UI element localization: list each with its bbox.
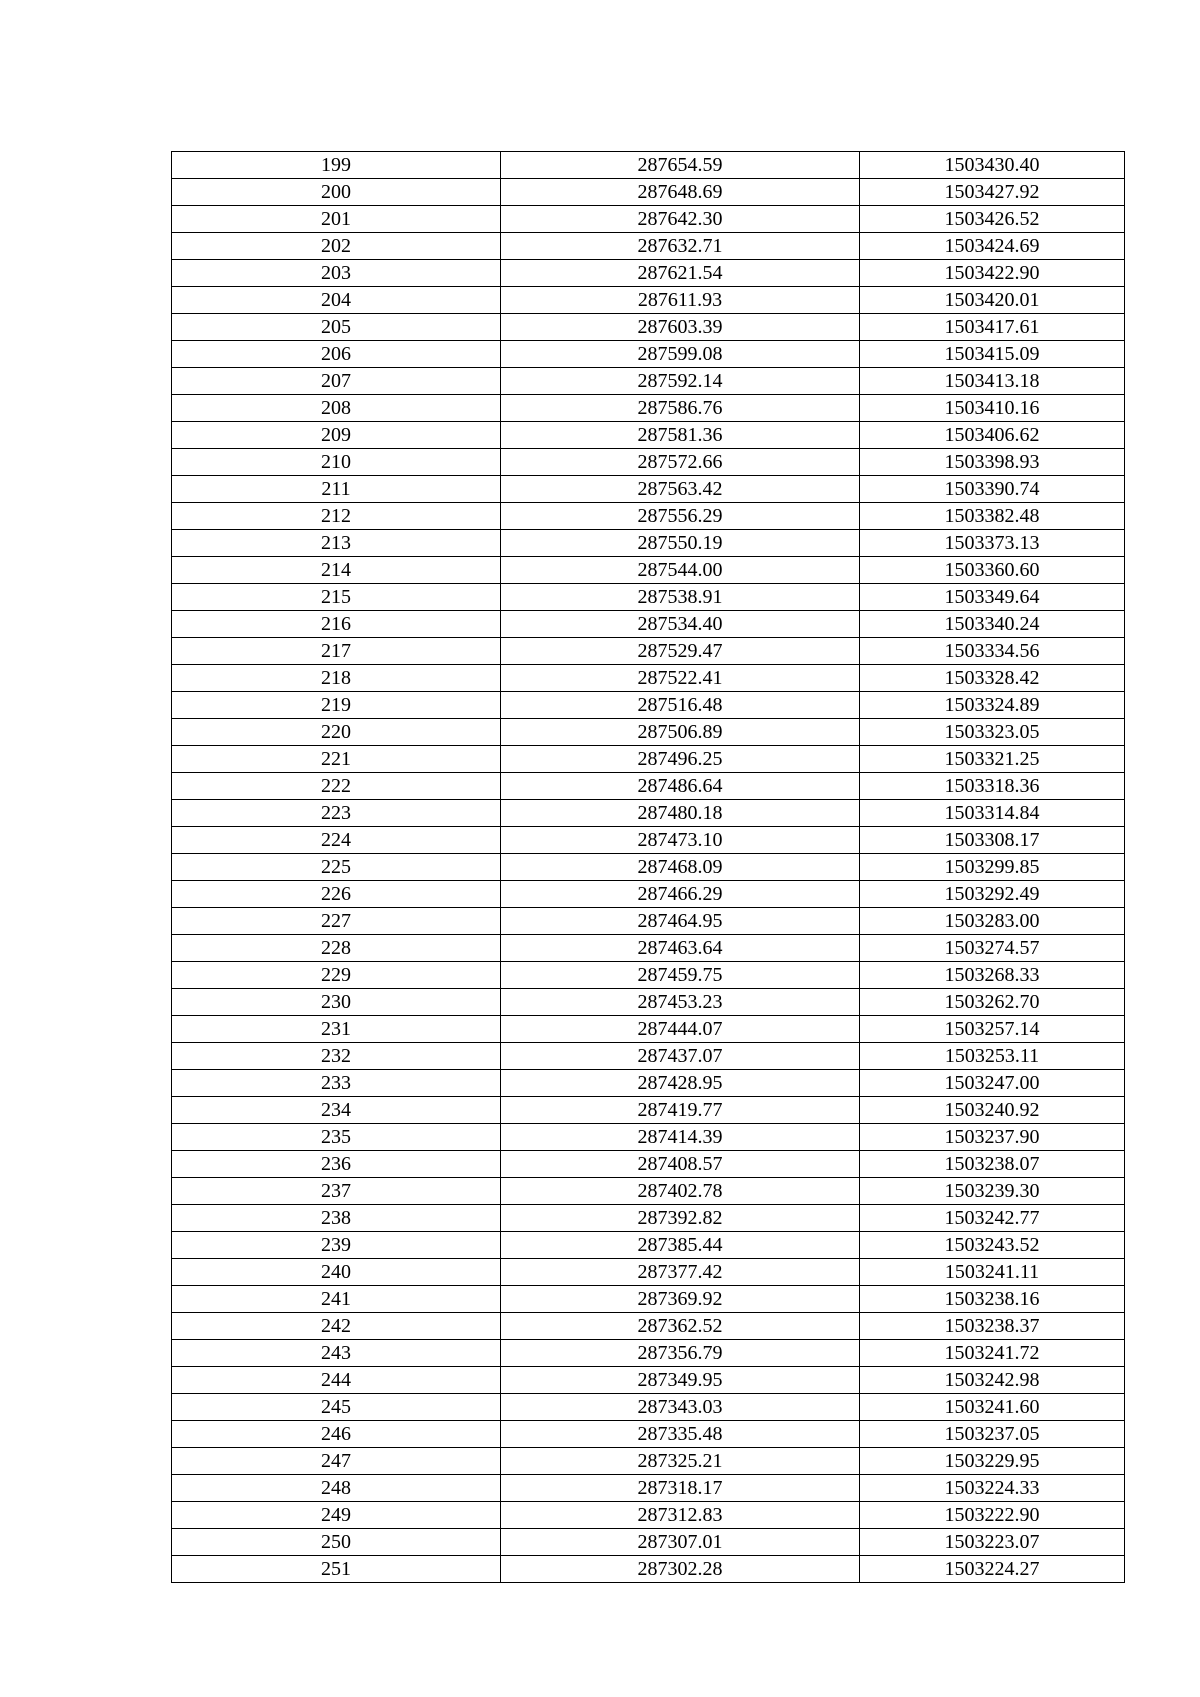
y-coordinate-cell: 1503237.05 xyxy=(860,1421,1125,1448)
table-row xyxy=(172,881,1125,908)
point-number-cell: 244 xyxy=(172,1367,501,1394)
x-coordinate-cell: 287581.36 xyxy=(501,422,860,449)
x-coordinate-cell: 287369.92 xyxy=(501,1286,860,1313)
y-coordinate-cell: 1503241.11 xyxy=(860,1259,1125,1286)
point-number-cell: 199 xyxy=(172,152,501,179)
x-coordinate-cell: 287307.01 xyxy=(501,1529,860,1556)
y-coordinate-cell: 1503238.07 xyxy=(860,1151,1125,1178)
y-coordinate-cell: 1503340.24 xyxy=(860,611,1125,638)
table-row xyxy=(172,1475,1125,1502)
y-coordinate-cell: 1503422.90 xyxy=(860,260,1125,287)
point-number-cell: 210 xyxy=(172,449,501,476)
point-number-cell: 221 xyxy=(172,746,501,773)
y-coordinate-cell: 1503240.92 xyxy=(860,1097,1125,1124)
point-number-cell: 212 xyxy=(172,503,501,530)
x-coordinate-cell: 287654.59 xyxy=(501,152,860,179)
point-number-cell: 209 xyxy=(172,422,501,449)
x-coordinate-cell: 287556.29 xyxy=(501,503,860,530)
point-number-cell: 249 xyxy=(172,1502,501,1529)
y-coordinate-cell: 1503238.16 xyxy=(860,1286,1125,1313)
x-coordinate-cell: 287459.75 xyxy=(501,962,860,989)
x-coordinate-cell: 287377.42 xyxy=(501,1259,860,1286)
x-coordinate-cell: 287302.28 xyxy=(501,1556,860,1583)
x-coordinate-cell: 287444.07 xyxy=(501,1016,860,1043)
x-coordinate-cell: 287463.64 xyxy=(501,935,860,962)
table-row xyxy=(172,908,1125,935)
x-coordinate-cell: 287599.08 xyxy=(501,341,860,368)
y-coordinate-cell: 1503430.40 xyxy=(860,152,1125,179)
point-number-cell: 213 xyxy=(172,530,501,557)
x-coordinate-cell: 287522.41 xyxy=(501,665,860,692)
table-row xyxy=(172,1556,1125,1583)
x-coordinate-cell: 287603.39 xyxy=(501,314,860,341)
table-row xyxy=(172,1097,1125,1124)
point-number-cell: 203 xyxy=(172,260,501,287)
y-coordinate-cell: 1503390.74 xyxy=(860,476,1125,503)
table-row xyxy=(172,584,1125,611)
point-number-cell: 214 xyxy=(172,557,501,584)
y-coordinate-cell: 1503318.36 xyxy=(860,773,1125,800)
table-row xyxy=(172,1448,1125,1475)
x-coordinate-cell: 287419.77 xyxy=(501,1097,860,1124)
x-coordinate-cell: 287572.66 xyxy=(501,449,860,476)
point-number-cell: 238 xyxy=(172,1205,501,1232)
point-number-cell: 202 xyxy=(172,233,501,260)
point-number-cell: 240 xyxy=(172,1259,501,1286)
point-number-cell: 248 xyxy=(172,1475,501,1502)
table-row xyxy=(172,503,1125,530)
point-number-cell: 245 xyxy=(172,1394,501,1421)
y-coordinate-cell: 1503242.77 xyxy=(860,1205,1125,1232)
y-coordinate-cell: 1503292.49 xyxy=(860,881,1125,908)
table-row xyxy=(172,1259,1125,1286)
y-coordinate-cell: 1503224.33 xyxy=(860,1475,1125,1502)
table-row xyxy=(172,341,1125,368)
y-coordinate-cell: 1503241.60 xyxy=(860,1394,1125,1421)
table-row xyxy=(172,1502,1125,1529)
x-coordinate-cell: 287550.19 xyxy=(501,530,860,557)
x-coordinate-cell: 287621.54 xyxy=(501,260,860,287)
table-row xyxy=(172,260,1125,287)
table-row xyxy=(172,152,1125,179)
table-row xyxy=(172,611,1125,638)
y-coordinate-cell: 1503262.70 xyxy=(860,989,1125,1016)
x-coordinate-cell: 287473.10 xyxy=(501,827,860,854)
table-row xyxy=(172,1286,1125,1313)
table-row xyxy=(172,395,1125,422)
y-coordinate-cell: 1503238.37 xyxy=(860,1313,1125,1340)
y-coordinate-cell: 1503373.13 xyxy=(860,530,1125,557)
x-coordinate-cell: 287402.78 xyxy=(501,1178,860,1205)
point-number-cell: 227 xyxy=(172,908,501,935)
x-coordinate-cell: 287325.21 xyxy=(501,1448,860,1475)
y-coordinate-cell: 1503324.89 xyxy=(860,692,1125,719)
point-number-cell: 243 xyxy=(172,1340,501,1367)
x-coordinate-cell: 287428.95 xyxy=(501,1070,860,1097)
table-row xyxy=(172,800,1125,827)
table-row xyxy=(172,854,1125,881)
table-row xyxy=(172,773,1125,800)
y-coordinate-cell: 1503222.90 xyxy=(860,1502,1125,1529)
table-row xyxy=(172,638,1125,665)
point-number-cell: 207 xyxy=(172,368,501,395)
point-number-cell: 218 xyxy=(172,665,501,692)
y-coordinate-cell: 1503257.14 xyxy=(860,1016,1125,1043)
point-number-cell: 223 xyxy=(172,800,501,827)
y-coordinate-cell: 1503321.25 xyxy=(860,746,1125,773)
point-number-cell: 241 xyxy=(172,1286,501,1313)
point-number-cell: 226 xyxy=(172,881,501,908)
y-coordinate-cell: 1503223.07 xyxy=(860,1529,1125,1556)
table-row xyxy=(172,368,1125,395)
point-number-cell: 242 xyxy=(172,1313,501,1340)
y-coordinate-cell: 1503398.93 xyxy=(860,449,1125,476)
x-coordinate-cell: 287408.57 xyxy=(501,1151,860,1178)
table-row xyxy=(172,1205,1125,1232)
table-row xyxy=(172,206,1125,233)
coordinate-table-body xyxy=(172,152,1125,1583)
point-number-cell: 217 xyxy=(172,638,501,665)
y-coordinate-cell: 1503328.42 xyxy=(860,665,1125,692)
point-number-cell: 216 xyxy=(172,611,501,638)
point-number-cell: 228 xyxy=(172,935,501,962)
table-row xyxy=(172,530,1125,557)
y-coordinate-cell: 1503323.05 xyxy=(860,719,1125,746)
point-number-cell: 232 xyxy=(172,1043,501,1070)
x-coordinate-cell: 287586.76 xyxy=(501,395,860,422)
table-row xyxy=(172,1043,1125,1070)
point-number-cell: 222 xyxy=(172,773,501,800)
y-coordinate-cell: 1503253.11 xyxy=(860,1043,1125,1070)
y-coordinate-cell: 1503334.56 xyxy=(860,638,1125,665)
table-row xyxy=(172,179,1125,206)
y-coordinate-cell: 1503299.85 xyxy=(860,854,1125,881)
y-coordinate-cell: 1503417.61 xyxy=(860,314,1125,341)
y-coordinate-cell: 1503420.01 xyxy=(860,287,1125,314)
x-coordinate-cell: 287385.44 xyxy=(501,1232,860,1259)
point-number-cell: 219 xyxy=(172,692,501,719)
point-number-cell: 233 xyxy=(172,1070,501,1097)
x-coordinate-cell: 287506.89 xyxy=(501,719,860,746)
x-coordinate-cell: 287318.17 xyxy=(501,1475,860,1502)
coordinate-table xyxy=(171,151,1125,1583)
table-row xyxy=(172,989,1125,1016)
x-coordinate-cell: 287312.83 xyxy=(501,1502,860,1529)
table-row xyxy=(172,476,1125,503)
point-number-cell: 236 xyxy=(172,1151,501,1178)
point-number-cell: 250 xyxy=(172,1529,501,1556)
table-row xyxy=(172,1394,1125,1421)
y-coordinate-cell: 1503406.62 xyxy=(860,422,1125,449)
y-coordinate-cell: 1503239.30 xyxy=(860,1178,1125,1205)
point-number-cell: 246 xyxy=(172,1421,501,1448)
point-number-cell: 206 xyxy=(172,341,501,368)
point-number-cell: 234 xyxy=(172,1097,501,1124)
y-coordinate-cell: 1503243.52 xyxy=(860,1232,1125,1259)
point-number-cell: 220 xyxy=(172,719,501,746)
x-coordinate-cell: 287343.03 xyxy=(501,1394,860,1421)
x-coordinate-cell: 287464.95 xyxy=(501,908,860,935)
table-row xyxy=(172,962,1125,989)
table-row xyxy=(172,935,1125,962)
point-number-cell: 229 xyxy=(172,962,501,989)
y-coordinate-cell: 1503241.72 xyxy=(860,1340,1125,1367)
x-coordinate-cell: 287453.23 xyxy=(501,989,860,1016)
point-number-cell: 215 xyxy=(172,584,501,611)
y-coordinate-cell: 1503274.57 xyxy=(860,935,1125,962)
x-coordinate-cell: 287362.52 xyxy=(501,1313,860,1340)
y-coordinate-cell: 1503360.60 xyxy=(860,557,1125,584)
y-coordinate-cell: 1503224.27 xyxy=(860,1556,1125,1583)
table-row xyxy=(172,827,1125,854)
table-row xyxy=(172,1178,1125,1205)
x-coordinate-cell: 287632.71 xyxy=(501,233,860,260)
y-coordinate-cell: 1503283.00 xyxy=(860,908,1125,935)
table-row xyxy=(172,1124,1125,1151)
x-coordinate-cell: 287480.18 xyxy=(501,800,860,827)
x-coordinate-cell: 287538.91 xyxy=(501,584,860,611)
table-row xyxy=(172,1151,1125,1178)
y-coordinate-cell: 1503424.69 xyxy=(860,233,1125,260)
point-number-cell: 200 xyxy=(172,179,501,206)
y-coordinate-cell: 1503242.98 xyxy=(860,1367,1125,1394)
y-coordinate-cell: 1503308.17 xyxy=(860,827,1125,854)
x-coordinate-cell: 287468.09 xyxy=(501,854,860,881)
table-row xyxy=(172,287,1125,314)
y-coordinate-cell: 1503382.48 xyxy=(860,503,1125,530)
y-coordinate-cell: 1503413.18 xyxy=(860,368,1125,395)
table-row xyxy=(172,557,1125,584)
point-number-cell: 204 xyxy=(172,287,501,314)
y-coordinate-cell: 1503427.92 xyxy=(860,179,1125,206)
table-row xyxy=(172,692,1125,719)
point-number-cell: 224 xyxy=(172,827,501,854)
y-coordinate-cell: 1503410.16 xyxy=(860,395,1125,422)
y-coordinate-cell: 1503349.64 xyxy=(860,584,1125,611)
table-row xyxy=(172,1070,1125,1097)
x-coordinate-cell: 287486.64 xyxy=(501,773,860,800)
x-coordinate-cell: 287466.29 xyxy=(501,881,860,908)
x-coordinate-cell: 287529.47 xyxy=(501,638,860,665)
point-number-cell: 239 xyxy=(172,1232,501,1259)
x-coordinate-cell: 287592.14 xyxy=(501,368,860,395)
table-row xyxy=(172,422,1125,449)
x-coordinate-cell: 287496.25 xyxy=(501,746,860,773)
y-coordinate-cell: 1503229.95 xyxy=(860,1448,1125,1475)
x-coordinate-cell: 287563.42 xyxy=(501,476,860,503)
x-coordinate-cell: 287356.79 xyxy=(501,1340,860,1367)
point-number-cell: 225 xyxy=(172,854,501,881)
x-coordinate-cell: 287642.30 xyxy=(501,206,860,233)
point-number-cell: 247 xyxy=(172,1448,501,1475)
point-number-cell: 230 xyxy=(172,989,501,1016)
table-row xyxy=(172,1340,1125,1367)
table-row xyxy=(172,746,1125,773)
y-coordinate-cell: 1503247.00 xyxy=(860,1070,1125,1097)
table-row xyxy=(172,719,1125,746)
x-coordinate-cell: 287437.07 xyxy=(501,1043,860,1070)
table-row xyxy=(172,449,1125,476)
table-row xyxy=(172,1313,1125,1340)
point-number-cell: 205 xyxy=(172,314,501,341)
table-row xyxy=(172,233,1125,260)
x-coordinate-cell: 287349.95 xyxy=(501,1367,860,1394)
x-coordinate-cell: 287544.00 xyxy=(501,557,860,584)
point-number-cell: 231 xyxy=(172,1016,501,1043)
x-coordinate-cell: 287534.40 xyxy=(501,611,860,638)
x-coordinate-cell: 287392.82 xyxy=(501,1205,860,1232)
table-row xyxy=(172,1421,1125,1448)
x-coordinate-cell: 287611.93 xyxy=(501,287,860,314)
table-row xyxy=(172,1367,1125,1394)
table-row xyxy=(172,665,1125,692)
y-coordinate-cell: 1503237.90 xyxy=(860,1124,1125,1151)
point-number-cell: 251 xyxy=(172,1556,501,1583)
y-coordinate-cell: 1503268.33 xyxy=(860,962,1125,989)
point-number-cell: 201 xyxy=(172,206,501,233)
x-coordinate-cell: 287414.39 xyxy=(501,1124,860,1151)
point-number-cell: 235 xyxy=(172,1124,501,1151)
table-row xyxy=(172,1232,1125,1259)
table-row xyxy=(172,314,1125,341)
y-coordinate-cell: 1503314.84 xyxy=(860,800,1125,827)
y-coordinate-cell: 1503415.09 xyxy=(860,341,1125,368)
y-coordinate-cell: 1503426.52 xyxy=(860,206,1125,233)
table-row xyxy=(172,1016,1125,1043)
x-coordinate-cell: 287335.48 xyxy=(501,1421,860,1448)
point-number-cell: 208 xyxy=(172,395,501,422)
x-coordinate-cell: 287648.69 xyxy=(501,179,860,206)
table-row xyxy=(172,1529,1125,1556)
point-number-cell: 237 xyxy=(172,1178,501,1205)
x-coordinate-cell: 287516.48 xyxy=(501,692,860,719)
point-number-cell: 211 xyxy=(172,476,501,503)
